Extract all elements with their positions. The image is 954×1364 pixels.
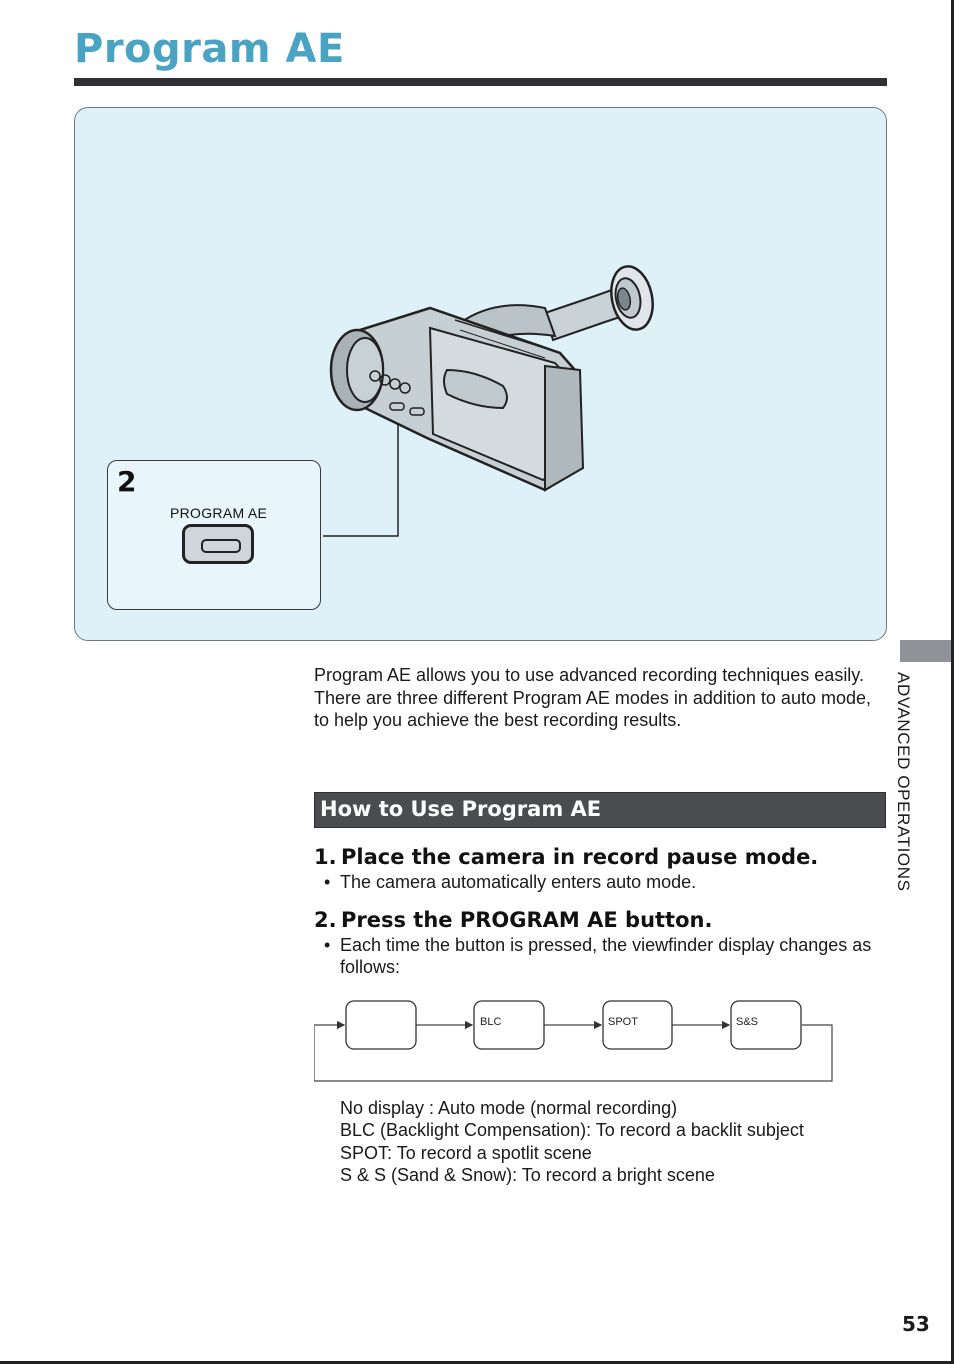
mode-label-sands: S&S: [736, 1016, 759, 1028]
legend-item: BLC (Backlight Compensation): To record a backlit subject: [340, 1120, 804, 1141]
intro-paragraph: Program AE allows you to use advanced recording techniques easily.: [314, 665, 864, 685]
legend-item: SPOT: To record a spotlit scene: [340, 1142, 592, 1163]
title-rule: [74, 78, 887, 86]
camcorder-illustration: [74, 107, 887, 641]
step-1-text: Place the camera in record pause mode.: [341, 845, 819, 869]
intro-text: [314, 664, 874, 732]
mode-label-spot: SPOT: [608, 1016, 638, 1028]
page-number: 53: [902, 1312, 930, 1336]
chapter-label: ADVANCED OPERATIONS: [894, 672, 913, 892]
program-ae-label: PROGRAM AE: [170, 505, 268, 521]
step-1-bullet-text: The camera automatically enters auto mode.: [340, 872, 697, 892]
chapter-tab: [900, 640, 954, 662]
step-1-heading: [314, 845, 818, 869]
mode-box-auto: [346, 1001, 416, 1049]
program-ae-callout: [107, 460, 321, 610]
bullet-icon: •: [324, 872, 331, 892]
section-title: How to Use Program AE: [320, 797, 602, 821]
legend-item: No display : Auto mode (normal recording): [340, 1098, 678, 1118]
callout-step-number: 2: [117, 465, 137, 498]
program-ae-button-icon: [182, 524, 254, 564]
legend-item: S & S (Sand & Snow): To record a bright scene: [340, 1164, 715, 1185]
mode-label-blc: BLC: [480, 1016, 502, 1028]
step-1-bullet: [324, 871, 879, 893]
bullet-icon: •: [324, 935, 331, 955]
step-1-number: 1.: [314, 845, 337, 869]
intro-paragraph: There are three different Program AE modes in addition to auto mode, to help you achieve the best recording results.: [314, 687, 871, 730]
step-2-bullet: [324, 934, 879, 978]
step-2-bullet-text: Each time the button is pressed, the viewfinder display changes as follows:: [340, 935, 872, 977]
button-inner-icon: [201, 539, 241, 553]
step-2-number: 2.: [314, 908, 337, 932]
page-title: Program AE: [74, 26, 345, 72]
display-cycle-diagram: [314, 996, 838, 1086]
section-header: [314, 792, 886, 828]
step-2-heading: [314, 908, 712, 932]
step-2-text: Press the PROGRAM AE button.: [341, 908, 713, 932]
mode-legend: [340, 1097, 804, 1186]
